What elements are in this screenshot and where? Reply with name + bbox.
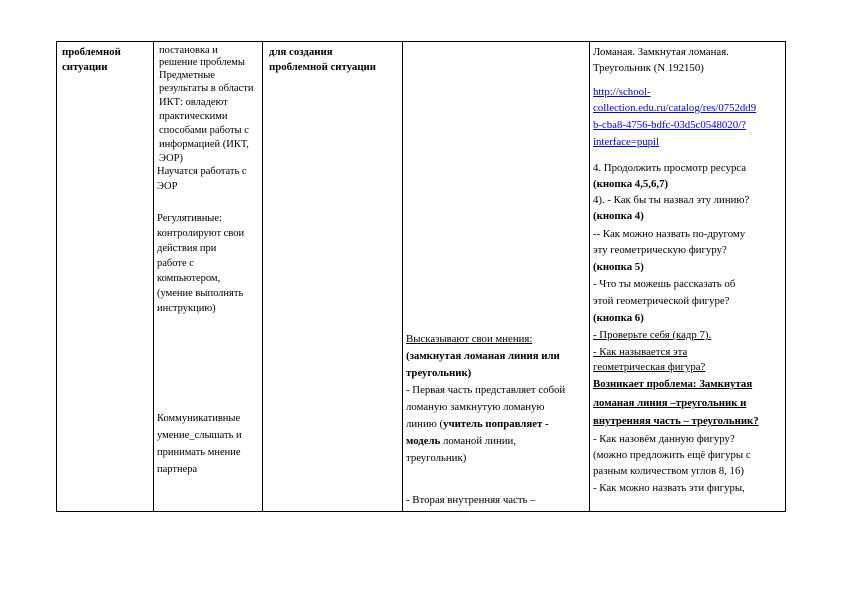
opinions-heading: Высказывают свои мнения: [406,333,533,345]
problem-line: ломаная линия –треугольник и [593,397,747,409]
resource-title-line: Треугольник (N 192150) [593,62,704,74]
teacher-line: - Что ты можешь рассказать об [593,278,736,290]
stage-cell [57,42,154,512]
communicative-line: умение_слышать и [157,430,242,441]
problem-line: внутренняя часть – треугольник? [593,415,759,427]
purpose-cell [263,42,403,512]
student-line: - Вторая внутренняя часть – [406,494,536,506]
teacher-correction: учитель поправляет - [443,418,549,430]
communicative-line: принимать мнение [157,447,241,458]
student-line: ломаную замкнутую ломаную [406,401,545,413]
results-line: ИКТ: овладеют [159,97,228,108]
regulative-line: (умение выполнять [157,288,244,299]
results-line: Научатся работать с [157,166,247,177]
teacher-line: - Как назовём данную фигуру? [593,433,735,445]
teacher-line: геометрическая фигура? [593,361,706,373]
teacher-line: (кнопка 6) [593,312,644,324]
student-line: - Первая часть представляет собой [406,384,566,396]
problem-line: Возникает проблема: Замкнутая [593,378,753,390]
results-line: решение проблемы [159,57,245,68]
teacher-line: этой геометрической фигуре? [593,295,730,307]
results-line: Предметные [159,70,215,81]
student-line [406,419,549,430]
resource-title-line: Ломаная. Замкнутая ломаная. [593,46,729,58]
teacher-line: (кнопка 4) [593,210,644,222]
teacher-line: - Как можно назвать эти фигуры, [593,482,745,494]
results-line: ЭОР [157,181,178,192]
model-word: модель [406,435,441,447]
teacher-line: 4. Продолжить просмотр ресурса [593,162,747,174]
student-line [406,436,516,447]
resource-link[interactable]: http://school- [593,86,651,98]
lesson-table [56,41,786,512]
regulative-line: компьютером, [157,273,221,284]
results-line: результаты в области [159,83,254,94]
student-line: треугольник) [406,452,467,464]
stage-line-1: проблемной [62,46,121,58]
teacher-line: -- Как можно назвать по-другому [593,228,746,240]
stage-line-2: ситуации [62,61,108,73]
student-line-part: линию ( [406,418,444,430]
teacher-line: (кнопка 5) [593,261,644,273]
results-line: постановка и [159,45,218,56]
teacher-line: разным количеством углов 8, 16) [593,465,744,477]
student-line-part: ломаной линии, [440,435,517,447]
resource-link[interactable]: interface=pupil [593,136,660,148]
purpose-line-2: проблемной ситуации [269,61,376,73]
regulative-line: инструкцию) [157,303,216,314]
teacher-line: - Проверьте себя (кадр 7). [593,329,712,341]
teacher-line: - Как называется эта [593,346,688,358]
regulative-line: контролируют свои [157,228,245,239]
teacher-line: эту геометрическую фигуру? [593,244,727,256]
teacher-activity-cell [590,42,786,512]
results-line: практическими [159,111,228,122]
resource-link[interactable]: collection.edu.ru/catalog/res/0752dd9 [593,102,757,114]
communicative-line: партнера [157,464,198,475]
results-line: ЭОР) [159,153,183,164]
student-activity-cell [403,42,590,512]
resource-link[interactable]: b-cba8-4756-bdfc-03d5c0548020/? [593,119,746,131]
results-cell [154,42,263,512]
regulative-line: действия при [157,243,217,254]
student-line: треугольник) [406,367,472,379]
regulative-line: работе с [157,258,194,269]
results-line: информацией (ИКТ, [159,139,249,150]
student-line: (замкнутая ломаная линия или [406,350,560,362]
teacher-line: 4). - Как бы ты назвал эту линию? [593,194,750,206]
teacher-line: (можно предложить ещё фигуры с [593,449,751,461]
teacher-line: (кнопка 4,5,6,7) [593,178,669,190]
table-row [57,42,786,512]
results-line: способами работы с [159,125,249,136]
regulative-line: Регулятивные: [157,213,222,224]
purpose-line-1: для создания [269,46,333,58]
communicative-line: Коммуникативные [157,413,241,424]
